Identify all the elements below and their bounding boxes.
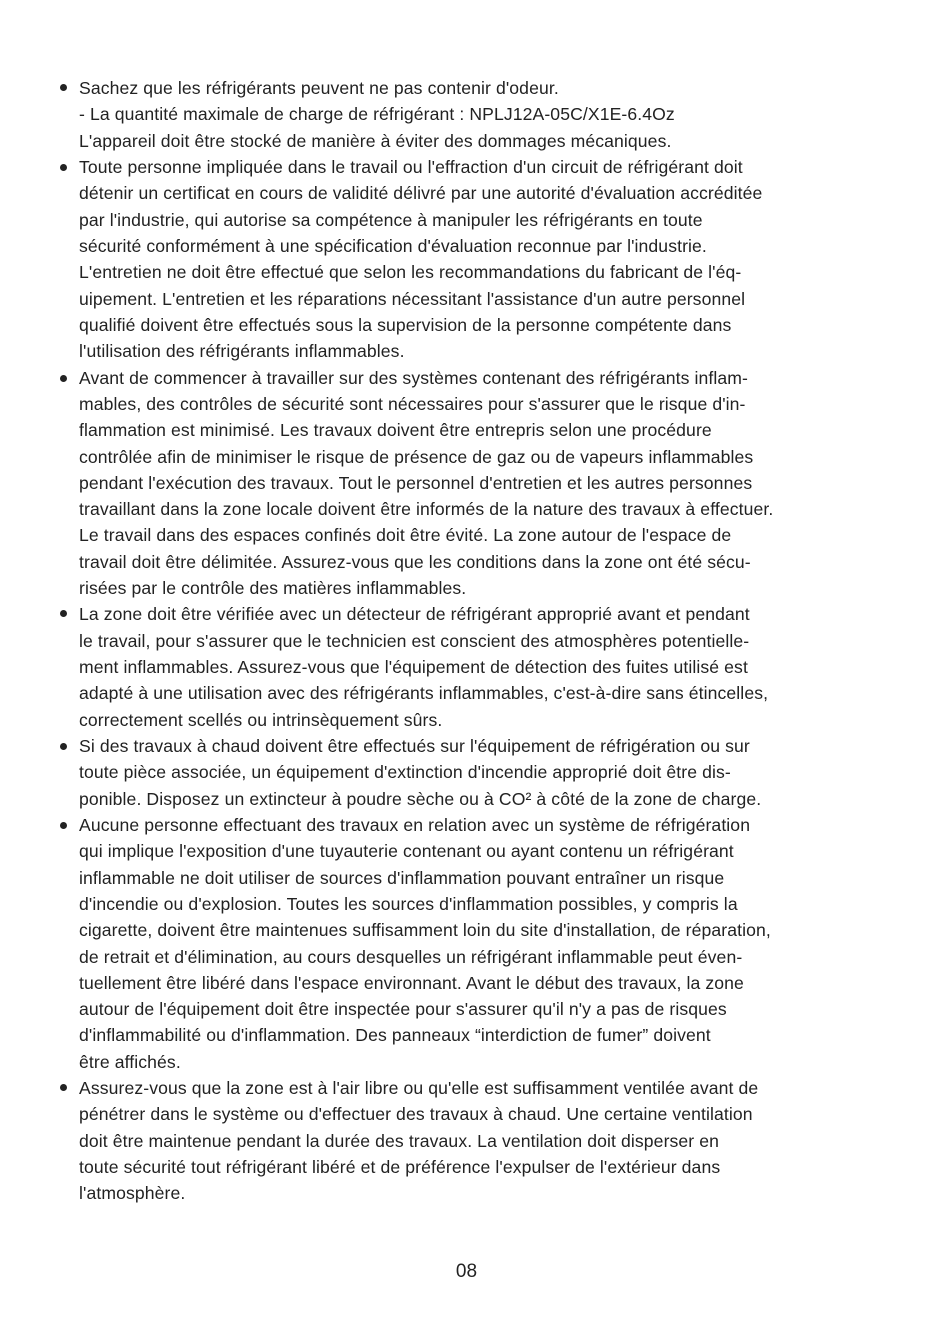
bullet-icon [60,743,67,750]
text-line: doit être maintenue pendant la durée des travaux. La ventilation doit disperser en [79,1131,720,1151]
text-line: d'inflammabilité ou d'inflammation. Des panneaux “interdiction de fumer” doivent [79,1025,711,1045]
text-line: flammation est minimisé. Les travaux doivent être entrepris selon une procédure [79,420,712,440]
text-line: autour de l'équipement doit être inspectée pour s'assurer qu'il n'y a pas de risques [79,999,727,1019]
text-line: être affichés. [79,1052,181,1072]
text-line: Avant de commencer à travailler sur des systèmes contenant des réfrigérants inflam- [79,368,749,388]
text-line: inflammable ne doit utiliser de sources d'inflammation pouvant entraîner un risque [79,868,725,888]
text-line: Toute personne impliquée dans le travail ou l'effraction d'un circuit de réfrigérant doit [79,157,743,177]
text-line: détenir un certificat en cours de validité délivré par une autorité d'évaluation accréditée [79,183,763,203]
text-line: correctement scellés ou intrinsèquement sûrs. [79,710,443,730]
bullet-icon [60,84,67,91]
text-line: par l'industrie, qui autorise sa compétence à manipuler les réfrigérants en toute [79,210,703,230]
text-line: ponible. Disposez un extincteur à poudre sèche ou à CO² à côté de la zone de charge. [79,789,762,809]
text-line: Sachez que les réfrigérants peuvent ne pas contenir d'odeur. [79,78,559,98]
text-line: contrôlée afin de minimiser le risque de présence de gaz ou de vapeurs inflammables [79,447,754,467]
text-line: adapté à une utilisation avec des réfrigérants inflammables, c'est-à-dire sans étincelles, [79,683,769,703]
text-line: tuellement être libéré dans l'espace environnant. Avant le début des travaux, la zone [79,973,744,993]
text-line: Le travail dans des espaces confinés doit être évité. La zone autour de l'espace de [79,525,732,545]
text-line: - La quantité maximale de charge de réfrigérant : NPLJ12A-05C/X1E-6.4Oz [79,104,675,124]
text-line: l'atmosphère. [79,1183,186,1203]
bullet-icon [60,610,67,617]
text-line: l'utilisation des réfrigérants inflammables. [79,341,405,361]
text-line: pénétrer dans le système ou d'effectuer des travaux à chaud. Une certaine ventilation [79,1104,753,1124]
text-line: cigarette, doivent être maintenues suffisamment loin du site d'installation, de réparation, [79,920,771,940]
text-line: toute sécurité tout réfrigérant libéré et de préférence l'expulser de l'extérieur dans [79,1157,721,1177]
text-line: mables, des contrôles de sécurité sont nécessaires pour s'assurer que le risque d'in- [79,394,746,414]
bullet-icon [60,1084,67,1091]
text-line: Assurez-vous que la zone est à l'air libre ou qu'elle est suffisamment ventilée avant de [79,1078,759,1098]
text-line: de retrait et d'élimination, au cours desquelles un réfrigérant inflammable peut éven- [79,947,743,967]
text-line: Si des travaux à chaud doivent être effectués sur l'équipement de réfrigération ou sur [79,736,750,756]
text-line: risées par le contrôle des matières inflammables. [79,578,467,598]
text-line: le travail, pour s'assurer que le technicien est conscient des atmosphères potentielle- [79,631,750,651]
text-line: qui implique l'exposition d'une tuyauterie contenant ou ayant contenu un réfrigérant [79,841,734,861]
text-line: L'entretien ne doit être effectué que selon les recommandations du fabricant de l'éq- [79,262,742,282]
text-line: uipement. L'entretien et les réparations nécessitant l'assistance d'un autre personnel [79,289,746,309]
text-line: La zone doit être vérifiée avec un détecteur de réfrigérant approprié avant et pendant [79,604,750,624]
bullet-icon [60,375,67,382]
text-line: toute pièce associée, un équipement d'extinction d'incendie approprié doit être dis- [79,762,731,782]
text-line: travail doit être délimitée. Assurez-vous que les conditions dans la zone ont été sécu- [79,552,751,572]
text-line: sécurité conformément à une spécification d'évaluation reconnue par l'industrie. [79,236,707,256]
text-line: d'incendie ou d'explosion. Toutes les sources d'inflammation possibles, y compris la [79,894,738,914]
text-line: ment inflammables. Assurez-vous que l'équipement de détection des fuites utilisé est [79,657,748,677]
text-line: travaillant dans la zone locale doivent être informés de la nature des travaux à effectuer. [79,499,774,519]
text-line: Aucune personne effectuant des travaux en relation avec un système de réfrigération [79,815,751,835]
bullet-icon [60,822,67,829]
page-number: 08 [455,1261,478,1282]
text-line: L'appareil doit être stocké de manière à éviter des dommages mécaniques. [79,131,672,151]
bullet-icon [60,164,67,171]
text-line: pendant l'exécution des travaux. Tout le personnel d'entretien et les autres personnes [79,473,753,493]
text-line: qualifié doivent être effectués sous la supervision de la personne compétente dans [79,315,732,335]
